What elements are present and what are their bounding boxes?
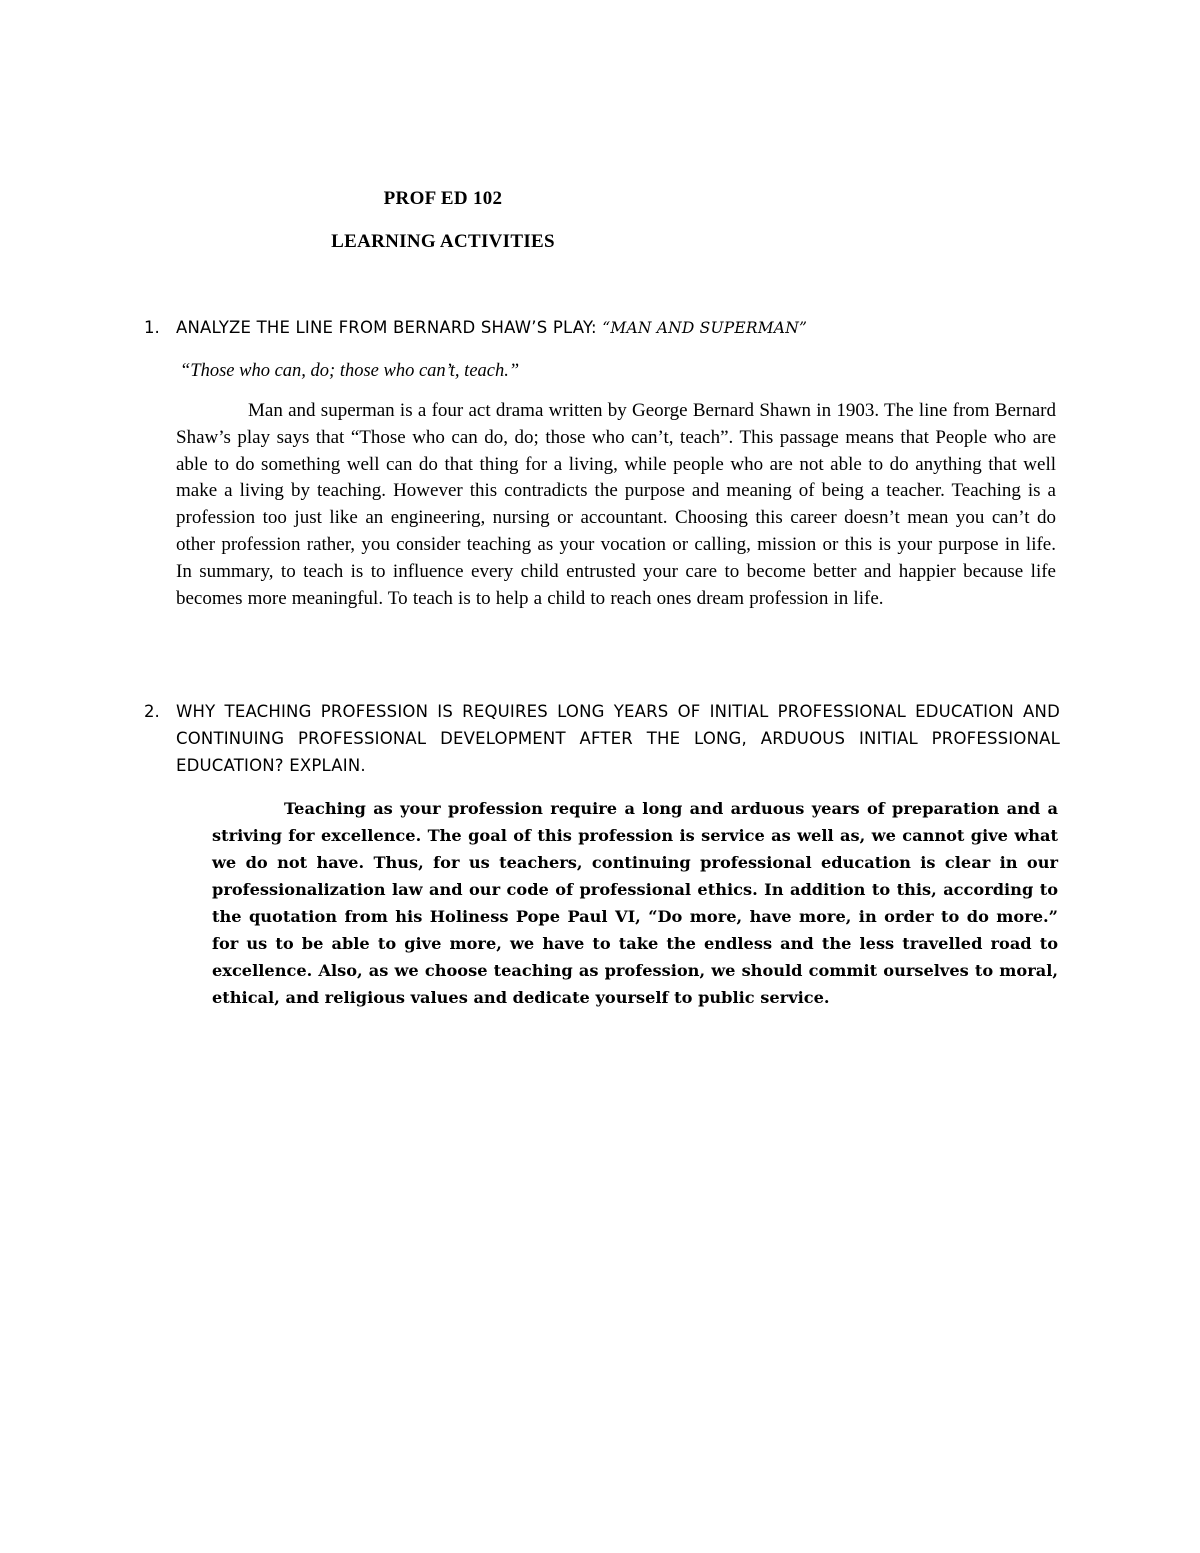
question-1-prompt [176,314,1060,342]
question-1-prompt-text: ANALYZE THE LINE FROM BERNARD SHAW’S PLAY: [176,318,603,337]
question-1-quote: “Those who can, do; those who can’t, teach.” [180,361,520,381]
document-subtitle: LEARNING ACTIVITIES [331,231,555,252]
document-title: PROF ED 102 [383,188,503,209]
question-1-answer: Man and superman is a four act drama written by George Bernard Shawn in 1903. The line from Bernard Shaw’s play says that “Those who can do, do; those who can’t, teach”. This passage means that People who are able to do something well can do that thing for a living, while people who are not able to do anything that well make a living by teaching. However this contradicts the purpose and meaning of being a teacher. Teaching is a profession too just like an engineering, nursing or accountant. Choosing this career doesn’t mean you can’t do other profession rather, you consider teaching as your vocation or calling, mission or this is your purpose in life. In summary, to teach is to influence every child entrusted your care to become better and happier because life becomes more meaningful. To teach is to help a child to reach ones dream profession in life. [176,400,1056,609]
question-1-number: 1. [144,318,160,337]
question-2-answer: Teaching as your profession require a long and arduous years of preparation and a striving for excellence. The goal of this profession is service as well as, we cannot give what we do not have. Thus, for us teachers, continuing professional education is clear in our professionalization law and our code of professional ethics. In addition to this, according to the quotation from his Holiness Pope Paul VI, “Do more, have more, in order to do more.” for us to be able to give more, we have to take the endless and the less travelled road to excellence. Also, as we choose teaching as profession, we should commit ourselves to moral, ethical, and religious values and dedicate yourself to public service. [212,799,1058,1007]
question-2-prompt: WHY TEACHING PROFESSION IS REQUIRES LONG YEARS OF INITIAL PROFESSIONAL EDUCATION AND CONTINUING PROFESSIONAL DEVELOPMENT AFTER THE LONG, ARDUOUS INITIAL PROFESSIONAL EDUCATION? EXPLAIN. [176,702,1060,775]
question-2-number: 2. [144,702,160,721]
question-1-play-title: “MAN AND SUPERMAN” [602,319,808,337]
